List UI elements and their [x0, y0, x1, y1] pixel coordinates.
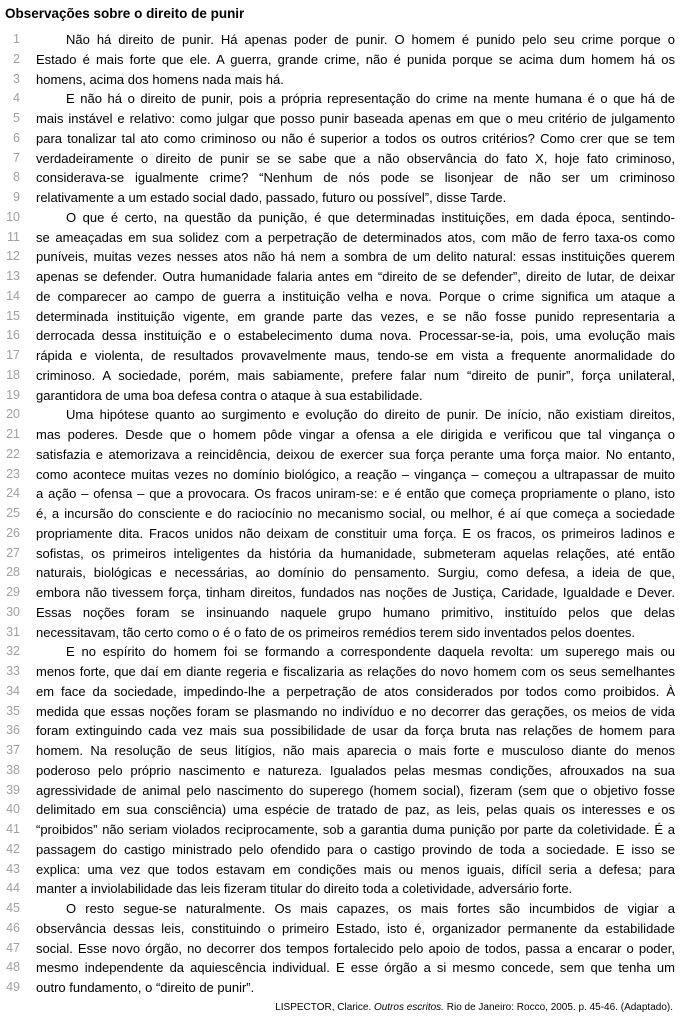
line-number: 47 — [6, 940, 20, 955]
citation-author: LISPECTOR, Clarice. — [275, 1001, 374, 1013]
line-number: 22 — [6, 446, 20, 461]
line-number: 49 — [6, 980, 20, 994]
text-line — [3, 820, 675, 840]
line-number: 1 — [13, 32, 20, 46]
line-text: garantidora de uma boa defesa contra o ataque à sua estabilidade. — [36, 387, 423, 403]
text-line — [3, 721, 675, 741]
line-number: 9 — [13, 190, 20, 204]
text-line — [3, 247, 675, 267]
line-text: puníveis, muitas vezes nesses atos não há nem a sombra de um delito natural: essas instituições querem — [36, 249, 675, 265]
line-text: determinada instituição vigente, em grande parte das vezes, e se não fosse punido representaria a — [36, 308, 675, 324]
text-line — [3, 761, 675, 781]
line-number: 44 — [6, 881, 20, 896]
line-number: 27 — [6, 545, 20, 560]
line-number: 15 — [6, 308, 20, 323]
text-line — [3, 30, 675, 50]
line-text: mais instável e relativo: como julgar que posso punir baseada apenas em que o meu critério de julgamento — [36, 111, 675, 126]
line-number: 28 — [6, 565, 20, 580]
line-number: 39 — [6, 782, 20, 797]
text-line — [3, 840, 675, 860]
line-text: delimitado em sua consciência) uma espécie de tratado de paz, as leis, pelas quais os interesses e os — [36, 802, 675, 818]
line-number: 31 — [6, 624, 20, 639]
line-number: 43 — [6, 861, 20, 876]
line-text: de comparecer ao campo de guerra a instituição velha e nova. Porque o crime significa um ataque a — [36, 288, 675, 304]
page-title: Observações sobre o direito de punir — [5, 6, 245, 21]
text-line — [3, 168, 675, 188]
line-text: derrocada dessa instituição e o estabelecimento duma nova. Processar-se-ia, pois, uma evolução mais — [36, 328, 675, 344]
text-line — [3, 484, 675, 504]
line-text: poderoso pelo próprio nascimento e natureza. Igualados pelas mesmas condições, afrouxados na sua — [36, 762, 675, 778]
line-number: 24 — [6, 486, 20, 501]
text-line — [3, 682, 675, 702]
text-line — [3, 366, 675, 386]
line-number: 6 — [13, 130, 20, 145]
line-text: E no espírito do homem foi se formando a correspondente daquela revolta: um superego mais ou — [66, 644, 675, 660]
line-text: rápida e violenta, de resultados provavelmente maus, tendo-se em vista a frequente anormalidade do — [36, 348, 675, 363]
line-number: 25 — [6, 506, 20, 520]
text-line — [3, 899, 675, 919]
line-text: sofistas, os primeiros inteligentes da história da humanidade, submeteram aquelas relações, até então — [36, 545, 675, 561]
text-line — [3, 425, 675, 445]
text-line — [3, 524, 675, 544]
line-text: E não há o direito de punir, pois a própria representação do crime na mente humana é o que há de — [66, 91, 675, 107]
text-line — [3, 919, 675, 939]
line-text: menos forte, que daí em diante regeria e fiscalizaria as relações do novo homem com os seus semelhantes — [36, 664, 675, 679]
text-line — [3, 603, 675, 623]
line-text: em face da sociedade, impedindo-lhe a perpetração de atos considerados por todos como proibidos. À — [36, 683, 675, 699]
text-line — [3, 583, 675, 603]
text-line — [3, 702, 675, 722]
line-number: 40 — [6, 802, 20, 817]
citation-work-title: Outros escritos. — [373, 1001, 444, 1013]
text-line — [3, 544, 675, 564]
line-text: considerava-se igualmente crime? “Nenhum de nós pode se lisonjear de não ser um criminoso — [36, 170, 675, 186]
line-text: para tonalizar tal ato como criminoso ou não é superior a todos os outros critérios? Como crer que se tem — [36, 130, 675, 146]
line-text: naturais, biológicas e necessárias, ao domínio do pensamento. Surgiu, como defesa, a ideia de que, — [36, 565, 675, 581]
text-line — [3, 958, 675, 978]
text-line — [3, 188, 675, 208]
text-line — [3, 287, 675, 307]
text-line — [3, 307, 675, 327]
text-line — [3, 662, 675, 682]
line-text: como acontece muitas vezes no domínio biológico, a reação – vingança – começou a ultrapassar de muito — [36, 466, 675, 482]
text-line — [3, 800, 675, 820]
line-text: embora não tivessem força, tinham direitos, fundados nas noções de Justiça, Caridade, Igualdade e Dever. — [36, 585, 675, 600]
line-number: 17 — [6, 348, 20, 362]
line-text: social. Esse novo órgão, no decorrer dos tempos fortalecido pelo apoio de todos, passa a encarar o poder, — [36, 940, 675, 956]
text-line — [3, 741, 675, 761]
line-text: propriamente dita. Fracos unidos não deixam de constituir uma força. E os fracos, os primeiros ladinos e — [36, 525, 675, 541]
line-number: 5 — [13, 111, 20, 125]
line-text: verdadeiramente o direito de punir se se sabe que a não observância do fato X, hoje fato criminoso, — [36, 150, 675, 166]
text-line — [3, 70, 675, 90]
text-line — [3, 445, 675, 465]
line-number: 42 — [6, 841, 20, 856]
text-line — [3, 504, 675, 524]
line-text: manter a inviolabilidade das leis fizeram titular do direito toda a coletividade, adversário forte. — [36, 881, 573, 897]
text-line — [3, 50, 675, 70]
text-line — [3, 326, 675, 346]
text-line — [3, 781, 675, 801]
citation-publication-info: Rio de Janeiro: Rocco, 2005. p. 45-46. (Adaptado). — [443, 1001, 673, 1013]
line-number: 13 — [6, 269, 20, 283]
text-line — [3, 89, 675, 109]
line-number: 34 — [6, 683, 20, 698]
line-number: 4 — [13, 91, 20, 106]
line-number: 26 — [6, 525, 20, 540]
line-number: 29 — [6, 585, 20, 599]
text-line — [3, 405, 675, 425]
line-text: mas poderes. Desde que o homem pôde vingar a ofensa a ele dirigida e verificou que tal vingança o — [36, 427, 675, 442]
line-number: 21 — [6, 427, 20, 441]
text-line — [3, 267, 675, 287]
line-text: homens, acima dos homens nada mais há. — [36, 71, 284, 87]
text-line — [3, 939, 675, 959]
line-text: outro fundamento, o “direito de punir”. — [36, 980, 255, 995]
line-number: 20 — [6, 407, 20, 422]
citation — [0, 1002, 683, 1014]
line-text: explica: uma vez que todos estavam em condições mais ou menos iguais, difícil seria a defesa; para — [36, 861, 675, 877]
line-number: 45 — [6, 901, 20, 915]
line-text: é, a incursão do consciente e do raciocínio no mecanismo social, ou melhor, é aí que começa a sociedade — [36, 506, 675, 521]
text-line — [3, 228, 675, 248]
line-number: 10 — [6, 209, 20, 224]
text-line — [3, 346, 675, 366]
text-line — [3, 208, 675, 228]
line-text: Não há direito de punir. Há apenas poder de punir. O homem é punido pelo seu crime porque o — [66, 32, 675, 47]
line-number: 3 — [13, 71, 20, 86]
line-number: 8 — [13, 170, 20, 185]
line-text: Estado é mais forte que ele. A guerra, grande crime, não é punida porque se acima dum homem há os — [36, 51, 675, 67]
text-line — [3, 623, 675, 643]
line-number: 12 — [6, 249, 20, 264]
line-number: 7 — [13, 150, 20, 165]
line-number: 19 — [6, 387, 20, 402]
line-text: homem. Na resolução de seus litígios, não mais aparecia o mais forte e musculoso diante do menos — [36, 743, 675, 758]
line-number: 48 — [6, 960, 20, 975]
line-text: observância dessas leis, constituindo o primeiro Estado, isto é, organizador permanente da estabilidade — [36, 920, 675, 936]
line-text: Essas noções foram se insinuando naquele grupo humano primitivo, instituído pelos que delas — [36, 604, 675, 620]
line-number: 14 — [6, 288, 20, 303]
line-text: foram extinguindo cada vez mais sua possibilidade de usar da força bruta nas relações de homem para — [36, 723, 675, 739]
line-number: 23 — [6, 466, 20, 481]
line-text: apenas se defender. Outra humanidade falaria antes em “direito de se defender”, direito de lutar, de deixar — [36, 269, 675, 284]
text-line — [3, 465, 675, 485]
line-text: a ação – ofensa – que a provocara. Os fracos uniram-se: e é então que começa propriamente o plano, isto — [36, 486, 675, 502]
line-text: necessitavam, tão certo como o é o fato de os primeiros remédios terem sido inventados pelos doentes. — [36, 624, 636, 640]
line-text: passagem do castigo ministrado pelo ofendido para o castigo provindo de toda a sociedade. E isso se — [36, 841, 675, 857]
line-text: “proibidos” não seriam violados reciprocamente, sob a garantia duma punição por parte da coletividade. É a — [36, 822, 675, 837]
text-line — [3, 642, 675, 662]
line-text: satisfazia e atemorizava a reincidência, deixou de exercer sua força perante uma força maior. No entanto, — [36, 446, 675, 462]
line-number: 16 — [6, 328, 20, 343]
line-text: medida que essas noções foram se plasmando no indivíduo e no decorrer das gerações, os meios de vida — [36, 703, 675, 719]
line-text: criminoso. A sociedade, porém, mais sabiamente, prefere falar num “direito de punir”, força unilateral, — [36, 367, 675, 383]
line-number: 38 — [6, 762, 20, 777]
line-number: 37 — [6, 743, 20, 757]
line-text: se ameaçadas em sua solidez com a perpetração de determinados atos, com mão de ferro taxa-os como — [36, 229, 675, 245]
line-number: 30 — [6, 604, 20, 619]
line-text: O resto segue-se naturalmente. Os mais capazes, os mais fortes são incumbidos de vigiar a — [66, 901, 675, 916]
line-number: 2 — [13, 51, 20, 66]
line-text: mesmo independente da aquiescência individual. E esse órgão a si mesmo concede, sem que tenha um — [36, 960, 675, 976]
text-line — [3, 978, 675, 998]
text-body — [0, 30, 683, 998]
text-line — [3, 129, 675, 149]
line-number: 41 — [6, 822, 20, 836]
line-text: Uma hipótese quanto ao surgimento e evolução do direito de punir. De início, não existiam direitos, — [66, 407, 675, 423]
line-number: 36 — [6, 723, 20, 738]
text-line — [3, 109, 675, 129]
line-number: 11 — [7, 229, 20, 244]
line-text: agressividade de animal pelo nascimento do superego (homem social), fizeram (sem que o objetivo fosse — [36, 782, 675, 798]
text-line — [3, 879, 675, 899]
text-line — [3, 860, 675, 880]
line-number: 35 — [6, 703, 20, 718]
line-number: 18 — [6, 367, 20, 382]
text-line — [3, 563, 675, 583]
line-number: 33 — [6, 664, 20, 678]
line-text: O que é certo, na questão da punição, é que determinadas instituições, em dada época, sentindo- — [66, 209, 675, 225]
text-line — [3, 386, 675, 406]
text-line — [3, 149, 675, 169]
line-number: 46 — [6, 920, 20, 935]
line-text: relativamente a um estado social dado, passado, futuro ou possível”, disse Tarde. — [36, 190, 507, 205]
line-number: 32 — [6, 644, 20, 659]
